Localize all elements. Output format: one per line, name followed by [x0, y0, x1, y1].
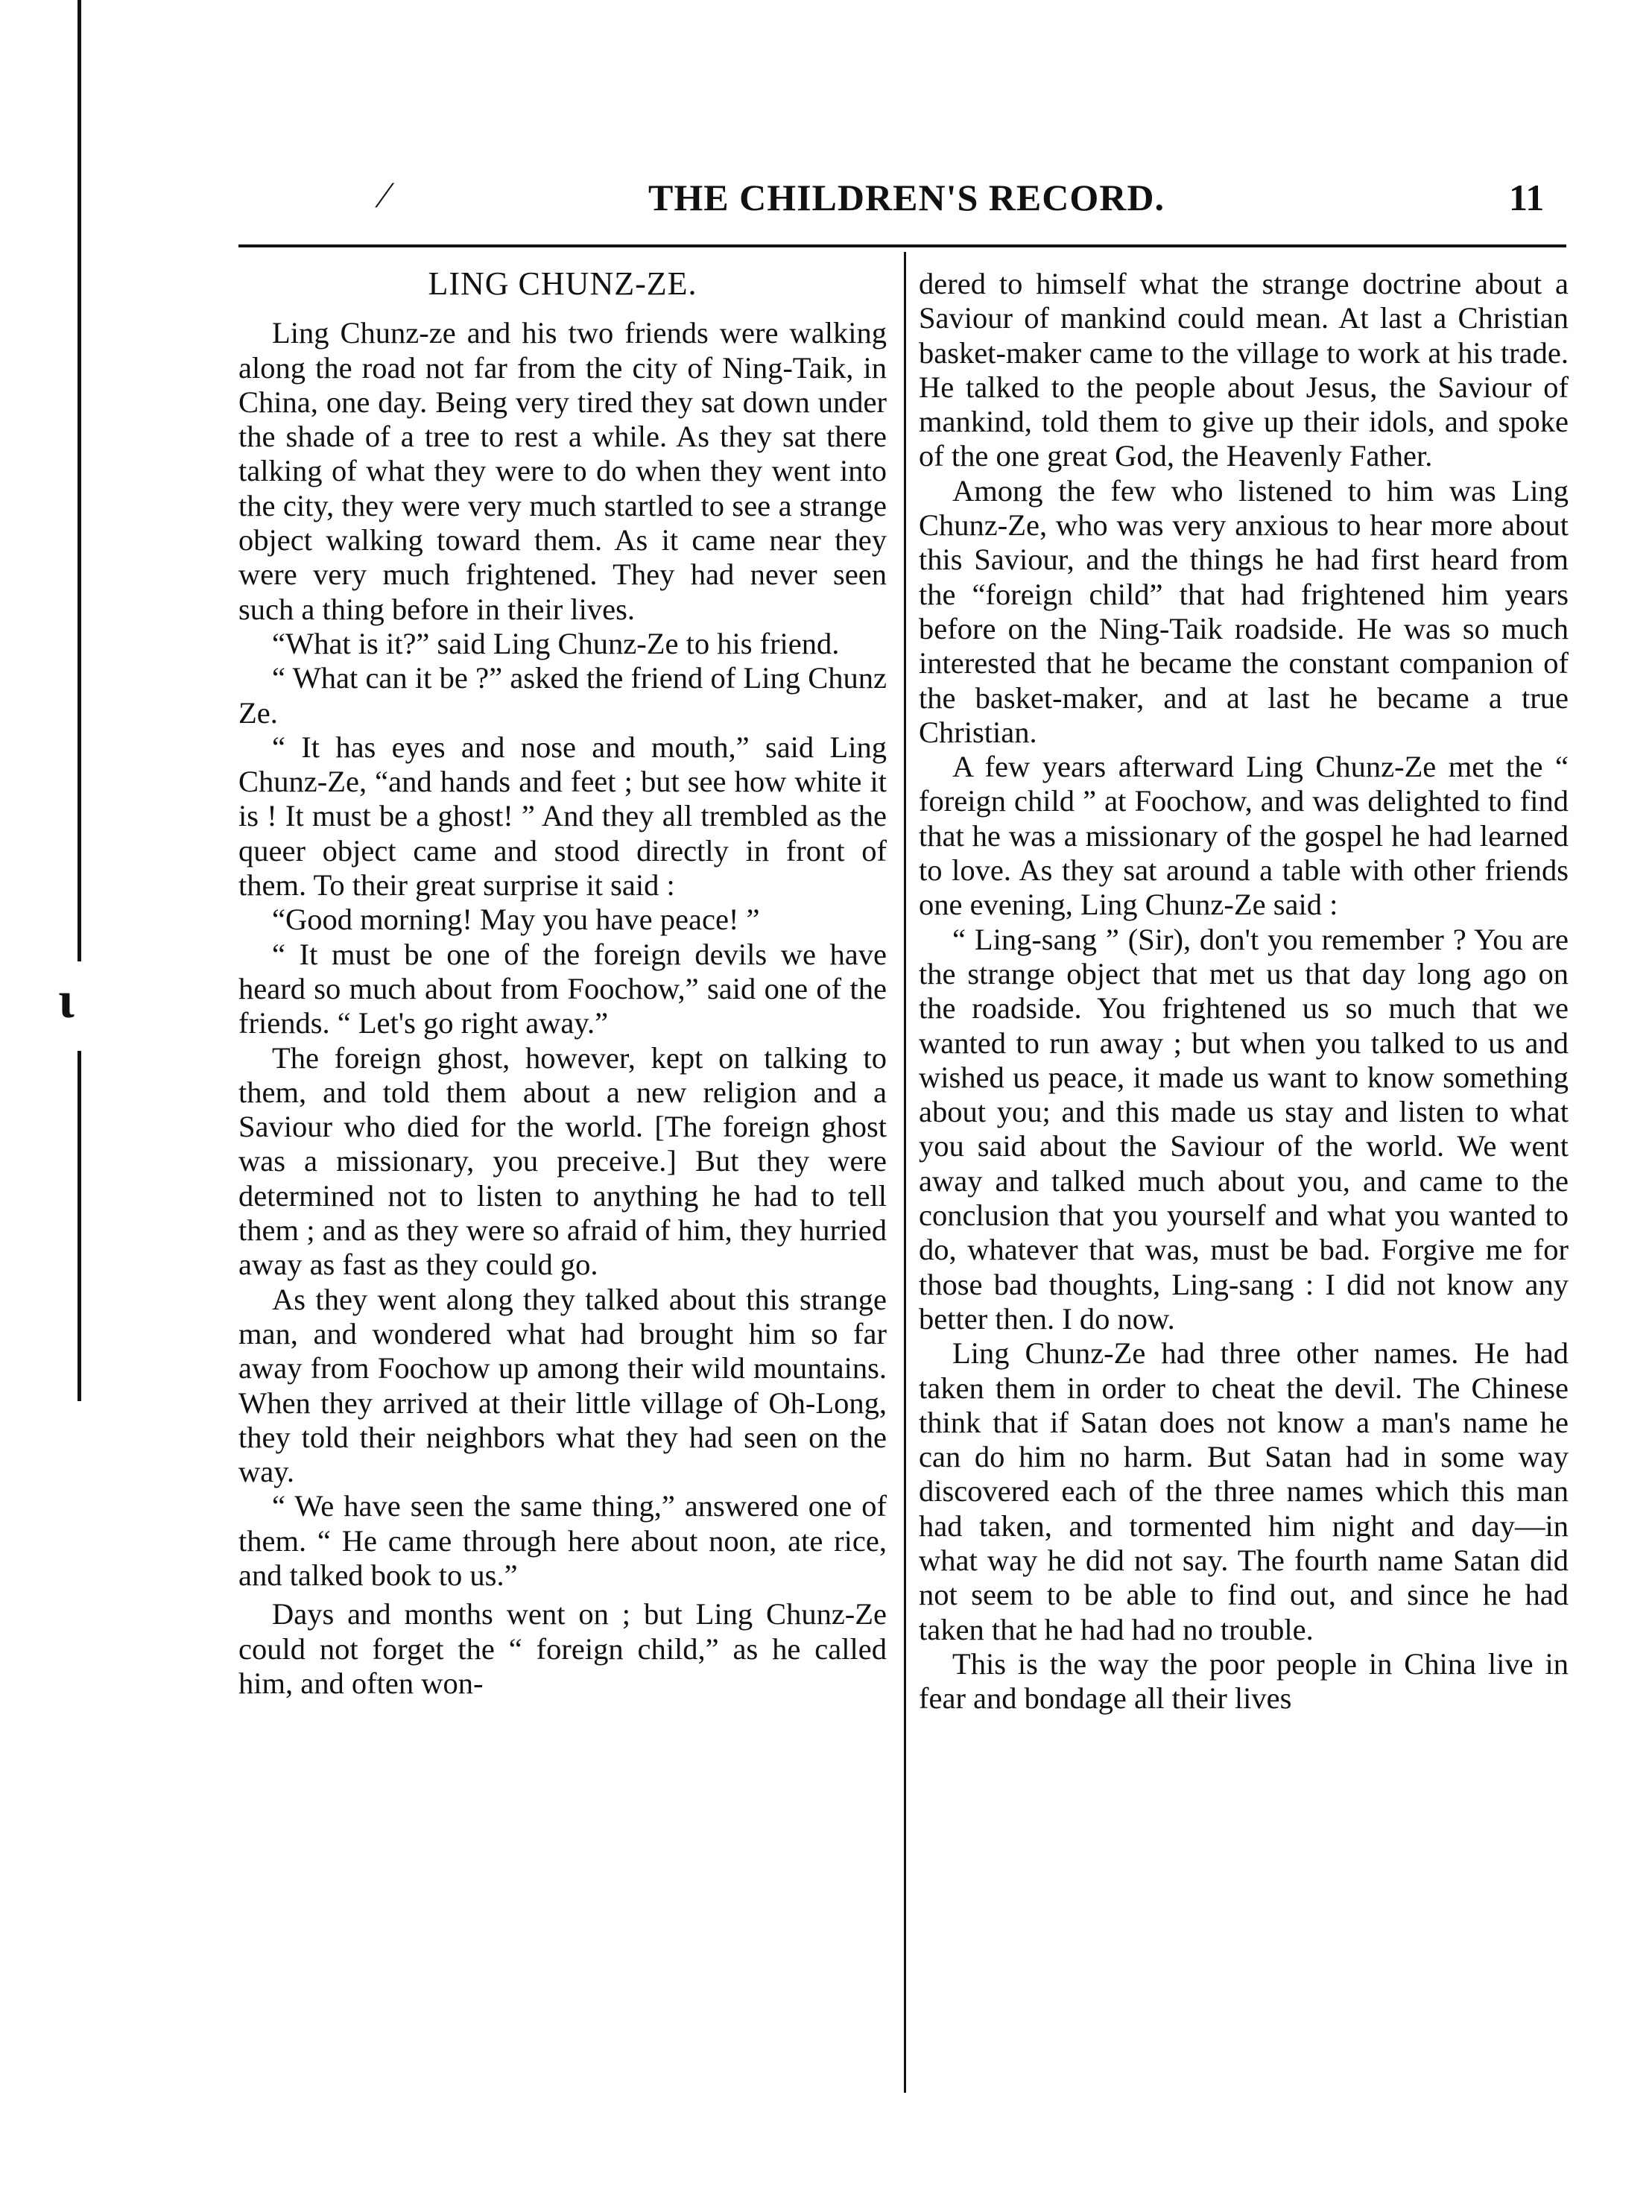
margin-mark: ɩ — [58, 972, 75, 1029]
paragraph: Among the few who listened to him was Ling Chunz-Ze, who was very anxious to hear more about this Saviour, and the things he had first heard from the “foreign child” that had frightened him years before on the Ning-Taik roadside. He was so much interested that he became the constant companion of the basket-maker, and at last he became a true Christian. — [919, 473, 1569, 749]
left-column — [238, 267, 887, 1701]
paragraph: Ling Chunz-Ze had three other names. He had taken them in order to cheat the devil. The Chinese think that if Satan does not know a man's name he can do him no harm. But Satan had in some way discovered each of the three names which this man had taken, and tormented him night and day—in what way he did not say. The fourth name Satan did not seem to be able to find out, and since he had taken that he had had no trouble. — [919, 1336, 1569, 1646]
left-margin-rule — [77, 0, 81, 961]
header-tick-mark: ⁄ — [382, 174, 388, 215]
paragraph: A few years afterward Ling Chunz-Ze met the “ foreign child ” at Foochow, and was delighted to find that he was a missionary of the gospel he had learned to love. As they sat around a table with other friends one evening, Ling Chunz-Ze said : — [919, 750, 1569, 922]
paragraph: As they went along they talked about this strange man, and wondered what had brought him so far away from Foochow up among their wild mountains. When they arrived at their little village of Oh-Long, they told their neighbors what they had seen on the way. — [238, 1282, 887, 1489]
publication-title: THE CHILDREN'S RECORD. — [648, 177, 1165, 218]
page-number: 11 — [1509, 177, 1545, 218]
page-header — [224, 170, 1610, 230]
column-divider — [904, 252, 906, 2093]
paragraph: The foreign ghost, however, kept on talking to them, and told them about a new religion and a Saviour who died for the world. [The foreign ghost was a missionary, you preceive.] But they were determined not to listen to anything he had to tell them ; and as they were so afraid of him, they hurried away as fast as they could go. — [238, 1040, 887, 1282]
left-margin-rule-lower — [77, 1051, 81, 1401]
paragraph: “Good morning! May you have peace! ” — [272, 903, 760, 937]
article-title: LING CHUNZ-ZE. — [428, 265, 697, 302]
paragraph: Ling Chunz-ze and his two friends were walking along the road not far from the city of Ning-Taik, in China, one day. Being very tired they sat down under the shade of a tree to rest a while. As they sat there talking of what they were to do when they went into the city, they were very much startled to see a strange object walking toward them. As it came near they were very much frightened. They had never seen such a thing before in their lives. — [238, 316, 887, 626]
right-column — [919, 267, 1569, 1716]
paragraph: “ It must be one of the foreign devils we have heard so much about from Foochow,” said one of the friends. “ Let's go right away.” — [238, 937, 887, 1040]
paragraph: “What is it?” said Ling Chunz-Ze to his friend. — [272, 626, 840, 660]
header-rule — [238, 244, 1566, 247]
paragraph: “ It has eyes and nose and mouth,” said Ling Chunz-Ze, “and hands and feet ; but see how white it is ! It must be a ghost! ” And they all trembled as the queer object came and stood directly in front of them. To their great surprise it said : — [238, 730, 887, 903]
paragraph-continuation: dered to himself what the strange doctrine about a Saviour of mankind could mean. At last a Christian basket-maker came to the village to work at his trade. He talked to the people about Jesus, the Saviour of mankind, told them to give up their idols, and spoke of the one great God, the Heavenly Father. — [919, 267, 1569, 473]
paragraph: This is the way the poor people in China live in fear and bondage all their lives — [919, 1646, 1569, 1716]
paragraph: Days and months went on ; but Ling Chunz-Ze could not forget the “ foreign child,” as he called him, and often won- — [238, 1597, 887, 1700]
paragraph: “ Ling-sang ” (Sir), don't you remember ? You are the strange object that met us that day long ago on the roadside. You frightened us so much that we wanted to run away ; but when you talked to us and wished us peace, it made us want to know something about you; and this made us stay and listen to what you said about the Saviour of the world. We went away and talked much about you, and came to the conclusion that you yourself and what you wanted to do, whatever that was, must be bad. Forgive me for those bad thoughts, Ling-sang : I did not know any better then. I do now. — [919, 922, 1569, 1336]
paragraph: “ What can it be ?” asked the friend of Ling Chunz Ze. — [238, 661, 887, 730]
paragraph: “ We have seen the same thing,” answered one of them. “ He came through here about noon, ate rice, and talked book to us.” — [238, 1489, 887, 1592]
